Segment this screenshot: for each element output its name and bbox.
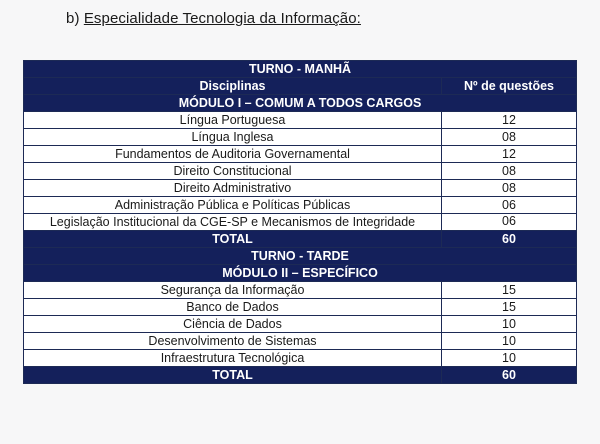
questions-cell: 08 xyxy=(442,180,577,197)
total1-row xyxy=(24,231,577,248)
table-row xyxy=(24,316,577,333)
discipline-cell: Direito Constitucional xyxy=(24,163,442,180)
table-row xyxy=(24,282,577,299)
questions-cell: 08 xyxy=(442,129,577,146)
discipline-cell: Banco de Dados xyxy=(24,299,442,316)
total1-value: 60 xyxy=(442,231,577,248)
questions-cell: 12 xyxy=(442,112,577,129)
total2-value: 60 xyxy=(442,367,577,384)
heading-title: Especialidade Tecnologia da Informação: xyxy=(83,10,361,27)
col-header-disciplinas: Disciplinas xyxy=(24,78,442,95)
heading-prefix: b) xyxy=(66,10,84,27)
table-row xyxy=(24,146,577,163)
module1-row xyxy=(24,95,577,112)
header-row xyxy=(24,78,577,95)
discipline-cell: Fundamentos de Auditoria Governamental xyxy=(24,146,442,163)
table-row xyxy=(24,299,577,316)
exam-distribution-table xyxy=(23,60,577,384)
afternoon-turn-row xyxy=(24,248,577,265)
table-row xyxy=(24,112,577,129)
module1-title: MÓDULO I – COMUM A TODOS CARGOS xyxy=(24,95,577,112)
total1-label: TOTAL xyxy=(24,231,442,248)
table-row xyxy=(24,197,577,214)
questions-cell: 08 xyxy=(442,163,577,180)
table-row xyxy=(24,214,577,231)
questions-cell: 15 xyxy=(442,299,577,316)
questions-cell: 15 xyxy=(442,282,577,299)
questions-cell: 10 xyxy=(442,350,577,367)
questions-cell: 10 xyxy=(442,316,577,333)
table-row xyxy=(24,180,577,197)
module2-title: MÓDULO II – ESPECÍFICO xyxy=(24,265,577,282)
total2-row xyxy=(24,367,577,384)
discipline-cell: Ciência de Dados xyxy=(24,316,442,333)
table-row xyxy=(24,163,577,180)
discipline-cell: Desenvolvimento de Sistemas xyxy=(24,333,442,350)
discipline-cell: Legislação Institucional da CGE-SP e Mecanismos de Integridade xyxy=(24,214,442,231)
questions-cell: 06 xyxy=(442,214,577,231)
discipline-cell: Administração Pública e Políticas Públicas xyxy=(24,197,442,214)
table-row xyxy=(24,333,577,350)
total2-label: TOTAL xyxy=(24,367,442,384)
discipline-cell: Infraestrutura Tecnológica xyxy=(24,350,442,367)
discipline-cell: Língua Portuguesa xyxy=(24,112,442,129)
table-row xyxy=(24,129,577,146)
questions-cell: 12 xyxy=(442,146,577,163)
afternoon-turn-label: TURNO - TARDE xyxy=(24,248,577,265)
table-row xyxy=(24,350,577,367)
section-heading xyxy=(66,10,361,27)
col-header-questoes: Nº de questões xyxy=(442,78,577,95)
discipline-cell: Língua Inglesa xyxy=(24,129,442,146)
discipline-cell: Segurança da Informação xyxy=(24,282,442,299)
morning-turn-row xyxy=(24,61,577,78)
module2-row xyxy=(24,265,577,282)
questions-cell: 06 xyxy=(442,197,577,214)
questions-cell: 10 xyxy=(442,333,577,350)
morning-turn-label: TURNO - MANHÃ xyxy=(24,61,577,78)
discipline-cell: Direito Administrativo xyxy=(24,180,442,197)
